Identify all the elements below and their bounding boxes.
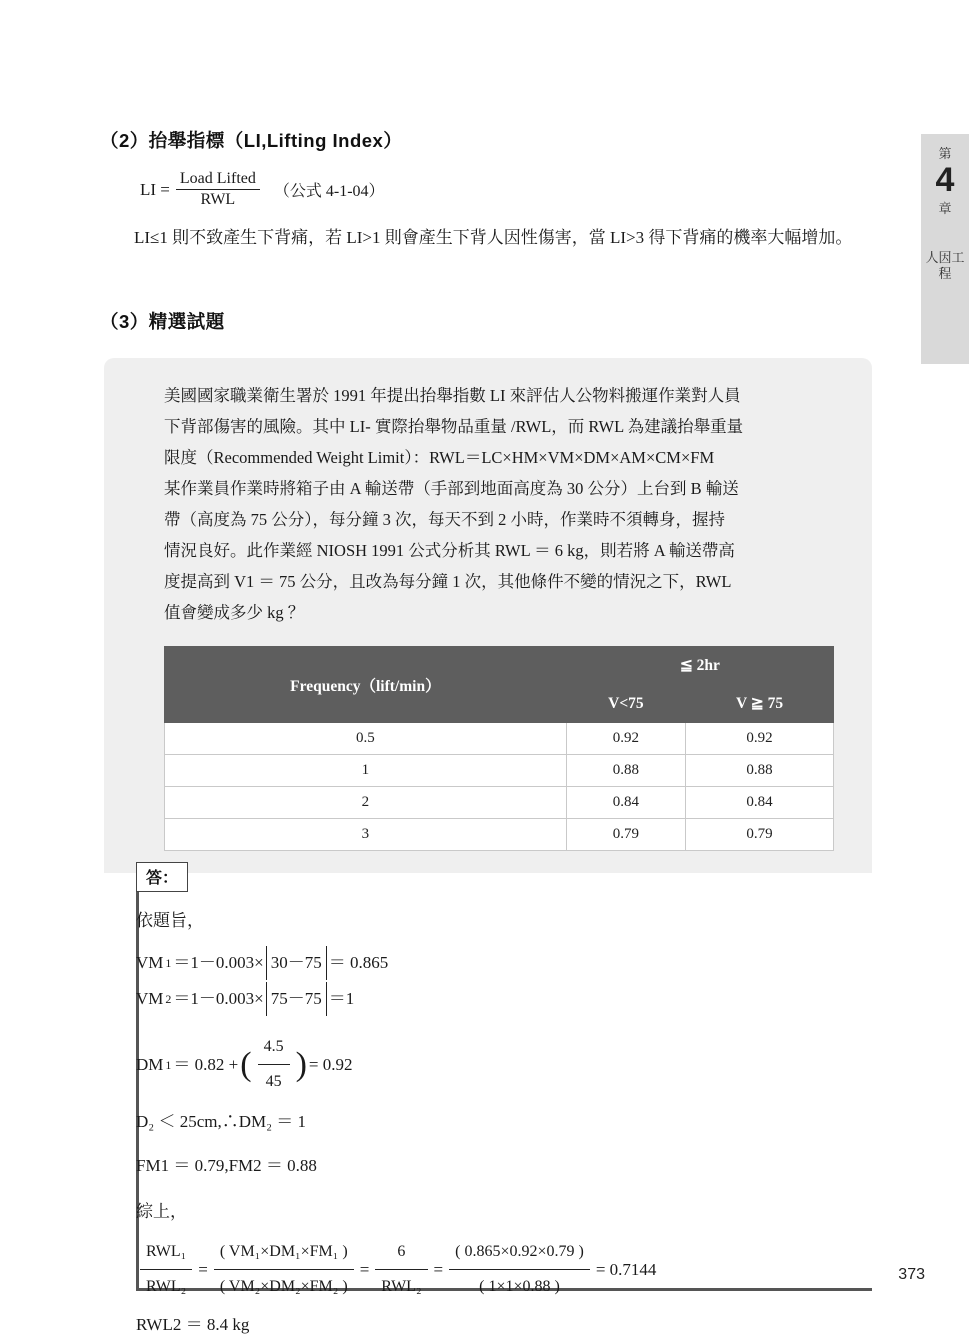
final-f3-den: RWL₂ (381, 1278, 422, 1295)
formula-reference: （公式 4-1-04） (273, 183, 385, 200)
formula-fraction (176, 170, 260, 209)
question-text (164, 380, 844, 628)
vm1-label: VM (136, 953, 164, 972)
equation-dm1 (136, 1030, 872, 1099)
vm1-subscript: 1 (165, 956, 172, 970)
table-group-header-duration: ≦ 2hr (566, 647, 833, 685)
chapter-side-tab (921, 134, 969, 364)
cell-v-ge-75: 0.84 (686, 787, 834, 819)
question-line-4: 某作業員作業時將箱子由 A 輸送帶（手部到地面高度為 30 公分）上台到 B 輸送 (164, 479, 739, 498)
d2-text: D₂ ＜ 25cm,∴DM₂ ＝ 1 (136, 1112, 307, 1131)
dm1-expression: ＝ 0.82 + (173, 1054, 239, 1074)
final-fraction-1 (140, 1235, 192, 1304)
cell-v-ge-75: 0.88 (686, 755, 834, 787)
answer-intro: 依題旨， (136, 911, 204, 930)
paragraph-li-description: LI≤1 則不致產生下背痛，若 LI>1 則會產生下背人因性傷害，當 LI>3 得下背痛的機率大幅增加。 (134, 228, 853, 247)
question-line-2: 下背部傷害的風險。其中 LI- 實際抬舉物品重量 /RWL，而 RWL 為建議抬舉重量 (164, 417, 744, 436)
page-number: 373 (898, 1266, 925, 1283)
chapter-number: 4 (935, 161, 955, 199)
table-body (165, 723, 834, 851)
question-line-8: 值會變成多少 kg ？ (164, 603, 305, 622)
answer-summary: 綜上， (136, 1202, 187, 1221)
vm1-absolute-value: 30－75 (266, 946, 327, 980)
final-f4-den: ( 1×1×0.88 ) (479, 1278, 560, 1295)
dm1-denominator: 45 (265, 1073, 282, 1090)
left-paren: ( (240, 1045, 252, 1083)
cell-frequency: 3 (165, 819, 567, 851)
section-heading-problems: （3）精選試題 (100, 311, 225, 332)
vm2-label: VM (136, 989, 164, 1008)
equation-vm2 (136, 982, 872, 1016)
cell-frequency: 2 (165, 787, 567, 819)
final-equals-1: = (198, 1259, 208, 1279)
dm1-fraction (258, 1030, 290, 1099)
chapter-title-text: 人因工程 (925, 250, 965, 281)
final-fraction-2 (214, 1235, 354, 1304)
dm1-numerator: 4.5 (263, 1038, 284, 1055)
question-line-1: 美國國家職業衛生署於 1991 年提出抬舉指數 LI 來評估人公物料搬運作業對人員 (164, 386, 741, 405)
right-paren: ) (295, 1045, 307, 1083)
formula-denominator: RWL (200, 191, 236, 208)
final-f2-num: ( VM₁×DM₁×FM₁ ) (219, 1243, 348, 1260)
cell-frequency: 0.5 (165, 723, 567, 755)
fm-text: FM1 ＝ 0.79,FM2 ＝ 0.88 (136, 1156, 317, 1175)
equation-vm1 (136, 946, 872, 980)
table-row (165, 723, 834, 755)
table-row (165, 787, 834, 819)
final-equals-4: = 0.7144 (595, 1259, 657, 1279)
formula-lifting-index (140, 170, 385, 209)
chapter-word: 第 (938, 146, 952, 161)
formula-lhs: LI = (140, 179, 170, 199)
question-line-6: 情況良好。此作業經 NIOSH 1991 公式分析其 RWL ＝ 6 kg，則若將 A 輸送帶高 (164, 541, 735, 560)
final-f3-num: 6 (397, 1243, 406, 1260)
chapter-unit: 章 (938, 201, 952, 216)
vm2-absolute-value: 75－75 (266, 982, 327, 1016)
cell-v-lt-75: 0.92 (566, 723, 685, 755)
final-f4-num: ( 0.865×0.92×0.79 ) (455, 1243, 584, 1260)
dm1-result: = 0.92 (308, 1054, 353, 1074)
dm1-subscript: 1 (165, 1057, 172, 1072)
table-head (165, 647, 834, 723)
answer-badge: 答： (136, 862, 188, 892)
equation-final (136, 1235, 872, 1304)
question-line-7: 度提高到 V1 ＝ 75 公分，且改為每分鐘 1 次，其他條件不變的情況之下，RWL (164, 572, 732, 591)
final-f1-num: RWL₁ (146, 1243, 187, 1260)
vm2-expression: ＝1－0.003× (173, 989, 264, 1008)
final-f1-den: RWL₂ (146, 1278, 187, 1295)
final-fraction-3 (375, 1235, 427, 1304)
chapter-title (921, 250, 969, 282)
table-row (165, 819, 834, 851)
cell-v-ge-75: 0.79 (686, 819, 834, 851)
cell-v-lt-75: 0.88 (566, 755, 685, 787)
question-line-3: 限度（Recommended Weight Limit）：RWL＝LC×HM×VM×DM×AM×CM×FM (164, 448, 715, 467)
frequency-multiplier-table (164, 646, 834, 851)
final-equals-3: = (433, 1259, 444, 1279)
equation-fm (136, 1149, 872, 1183)
cell-v-lt-75: 0.84 (566, 787, 685, 819)
vm2-subscript: 2 (165, 992, 172, 1006)
section-heading-lifting-index: （2）抬舉指標（LI,Lifting Index） (100, 130, 403, 151)
table-col-header-v-ge-75: V ≧ 75 (686, 685, 834, 723)
vm1-result: ＝ 0.865 (328, 953, 389, 972)
final-fraction-4 (449, 1235, 590, 1304)
vm1-expression: ＝1－0.003× (173, 953, 264, 972)
question-line-5: 帶（高度為 75 公分），每分鐘 3 次，每天不到 2 小時，作業時不須轉身，握持 (164, 510, 725, 529)
equation-d2 (136, 1105, 872, 1139)
final-equals-2: = (359, 1259, 370, 1279)
answer-section (136, 862, 872, 1342)
cell-v-lt-75: 0.79 (566, 819, 685, 851)
cell-v-ge-75: 0.92 (686, 723, 834, 755)
table-header-row-1 (165, 647, 834, 685)
equation-rwl2 (136, 1308, 872, 1342)
formula-numerator: Load Lifted (179, 170, 256, 187)
rwl2-text: RWL2 ＝ 8.4 kg (136, 1315, 250, 1334)
vm2-result: ＝1 (328, 989, 355, 1008)
dm1-label: DM (136, 1054, 164, 1074)
table-col-header-v-lt-75: V<75 (566, 685, 685, 723)
final-f2-den: ( VM₂×DM₂×FM₂ ) (219, 1278, 348, 1295)
table-col-header-frequency: Frequency（lift/min） (165, 647, 567, 723)
cell-frequency: 1 (165, 755, 567, 787)
table-row (165, 755, 834, 787)
question-box (104, 358, 872, 873)
